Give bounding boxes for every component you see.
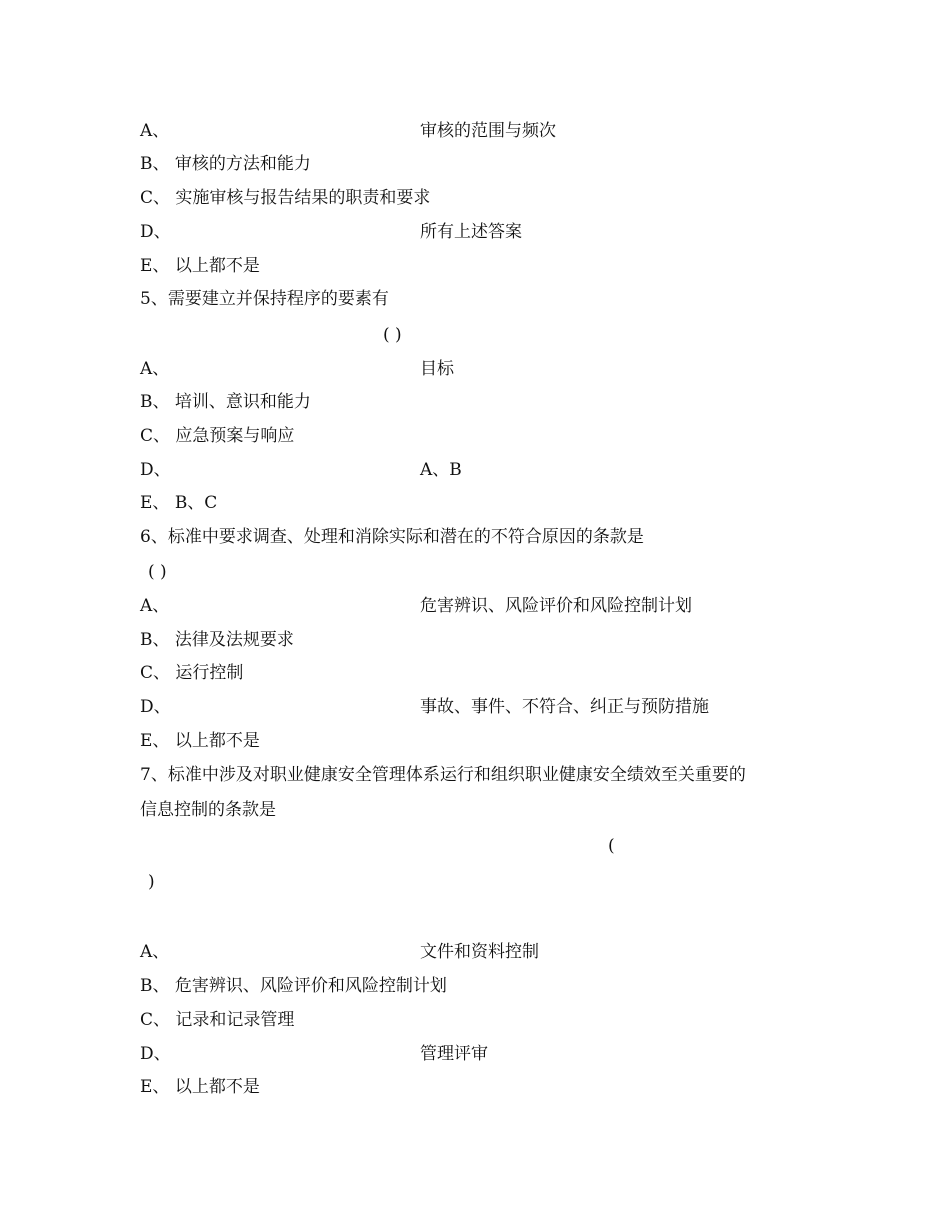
q6-answer-blank: ( ): [148, 562, 167, 582]
q7-option-c: C、 记录和记录管理: [140, 1010, 295, 1030]
q7-option-d-text: 管理评审: [420, 1044, 488, 1064]
q4-option-d-text: 所有上述答案: [420, 222, 522, 242]
q4-option-b: B、 审核的方法和能力: [140, 154, 311, 174]
q6-question: 6、标准中要求调查、处理和消除实际和潜在的不符合原因的条款是: [140, 527, 644, 547]
q6-option-d-text: 事故、事件、不符合、纠正与预防措施: [420, 697, 709, 717]
q7-blank-close: ): [148, 872, 155, 892]
q5-option-b: B、 培训、意识和能力: [140, 392, 311, 412]
q4-option-a-label: A、: [140, 121, 170, 141]
q7-option-a-label: A、: [140, 942, 170, 962]
q6-option-c: C、 运行控制: [140, 663, 244, 683]
q6-option-a-label: A、: [140, 596, 170, 616]
q5-option-a-text: 目标: [420, 359, 454, 379]
q7-blank-open: (: [608, 836, 615, 856]
q5-answer-blank: ( ): [383, 325, 402, 345]
q4-option-c: C、 实施审核与报告结果的职责和要求: [140, 188, 431, 208]
q5-option-e: E、 B、C: [140, 493, 218, 513]
q6-option-a-text: 危害辨识、风险评价和风险控制计划: [420, 596, 692, 616]
q6-option-d-label: D、: [140, 697, 171, 717]
q6-option-e: E、 以上都不是: [140, 731, 260, 751]
q7-option-d-label: D、: [140, 1044, 171, 1064]
q4-option-d-label: D、: [140, 222, 171, 242]
q7-option-b: B、 危害辨识、风险评价和风险控制计划: [140, 976, 447, 996]
q5-option-d-text: A、B: [420, 460, 462, 480]
q4-option-a-text: 审核的范围与频次: [420, 121, 556, 141]
q5-option-a-label: A、: [140, 359, 170, 379]
q5-option-c: C、 应急预案与响应: [140, 426, 295, 446]
q7-question-line2: 信息控制的条款是: [140, 800, 276, 820]
q4-option-e: E、 以上都不是: [140, 256, 260, 276]
q5-option-d-label: D、: [140, 460, 171, 480]
q7-option-e: E、 以上都不是: [140, 1077, 260, 1097]
q5-question: 5、需要建立并保持程序的要素有: [140, 289, 389, 309]
q7-option-a-text: 文件和资料控制: [420, 942, 539, 962]
q6-option-b: B、 法律及法规要求: [140, 630, 294, 650]
q7-question-line1: 7、标准中涉及对职业健康安全管理体系运行和组织职业健康安全绩效至关重要的: [140, 765, 746, 785]
